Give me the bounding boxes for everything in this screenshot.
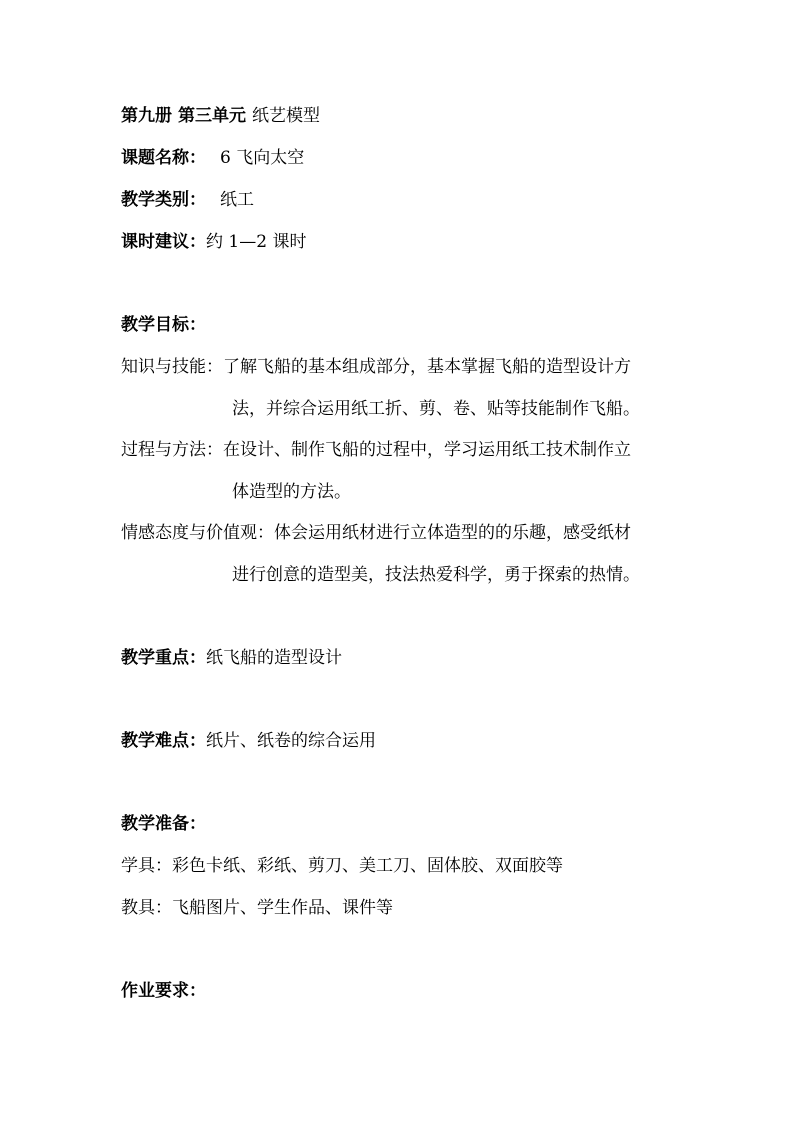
- knowledge-text-1: 了解飞船的基本组成部分，基本掌握飞船的造型设计方: [223, 357, 631, 377]
- preparation-heading: 教学准备：: [121, 814, 206, 834]
- process-line-1: [121, 439, 631, 461]
- emotion-line-1: [121, 522, 631, 544]
- unit-label: 第三单元: [178, 106, 246, 126]
- emotion-text-2: 进行创意的造型美，技法热爱科学，勇于探索的热情。: [232, 565, 640, 585]
- student-tools-line: 学具：彩色卡纸、彩纸、剪刀、美工刀、固体胶、双面胶等: [121, 856, 563, 876]
- process-label: 过程与方法：: [121, 440, 223, 460]
- focus-line: [121, 647, 342, 669]
- difficulty-value: 纸片、纸卷的综合运用: [206, 731, 376, 751]
- unit-title: 纸艺模型: [252, 106, 320, 126]
- emotion-text-1: 体会运用纸材进行立体造型的的乐趣，感受纸材: [274, 523, 631, 543]
- hours-line: [121, 231, 306, 253]
- hours-label: 课时建议：: [121, 232, 206, 252]
- hours-value: 约 1—2 课时: [206, 232, 307, 252]
- teacher-tools-line: 教具：飞船图片、学生作品、课件等: [121, 898, 393, 918]
- knowledge-label: 知识与技能：: [121, 357, 223, 377]
- homework-heading: 作业要求：: [121, 981, 206, 1001]
- knowledge-text-2: 法，并综合运用纸工折、剪、卷、贴等技能制作飞船。: [232, 399, 640, 419]
- unit-header-line: [121, 105, 320, 127]
- objectives-heading: 教学目标：: [121, 315, 206, 335]
- type-value: 纸工: [220, 190, 254, 210]
- type-line: [121, 189, 254, 211]
- difficulty-label: 教学难点：: [121, 731, 206, 751]
- topic-label: 课题名称：: [121, 148, 206, 168]
- focus-value: 纸飞船的造型设计: [206, 648, 342, 668]
- book-label: 第九册: [121, 106, 172, 126]
- process-text-1: 在设计、制作飞船的过程中，学习运用纸工技术制作立: [223, 440, 631, 460]
- topic-line: [121, 147, 304, 169]
- difficulty-line: [121, 730, 376, 752]
- topic-value: 6 飞向太空: [220, 148, 305, 168]
- focus-label: 教学重点：: [121, 648, 206, 668]
- type-label: 教学类别：: [121, 190, 206, 210]
- process-text-2: 体造型的方法。: [232, 482, 351, 502]
- emotion-label: 情感态度与价值观：: [121, 523, 274, 543]
- knowledge-line-1: [121, 356, 631, 378]
